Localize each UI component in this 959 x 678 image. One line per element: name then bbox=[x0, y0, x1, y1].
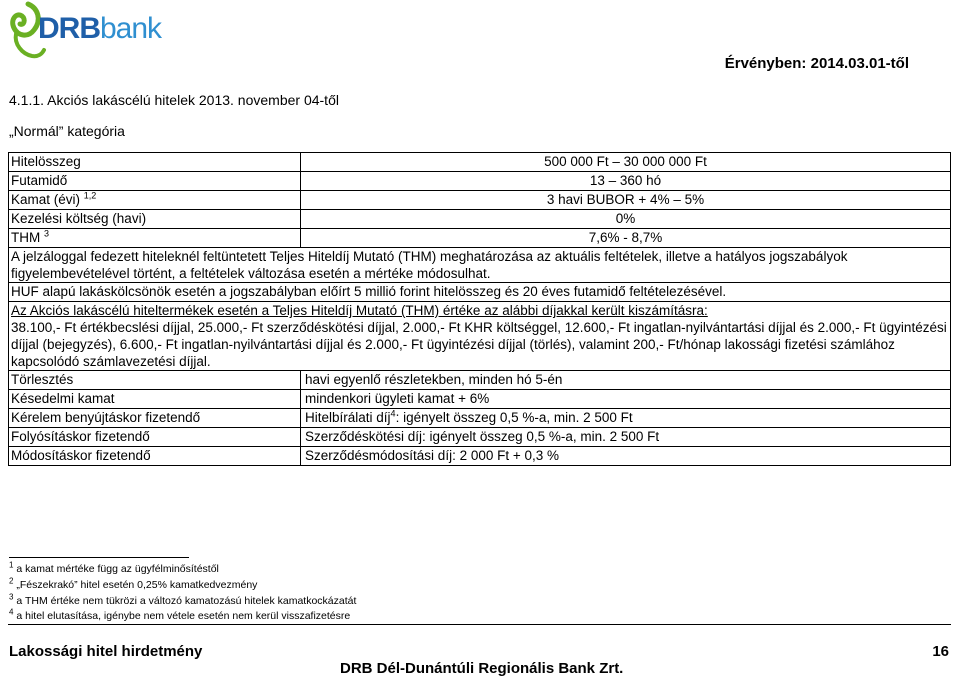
table-row bbox=[9, 428, 951, 447]
table-row bbox=[9, 191, 951, 210]
late-interest-label: Késedelmi kamat bbox=[9, 390, 301, 409]
footer-bank-name: DRB Dél-Dunántúli Regionális Bank Zrt. bbox=[340, 660, 624, 677]
logo-drb-text: DRB bbox=[38, 12, 100, 45]
thm-calc-title: Az Akciós lakáscélú hiteltermékek esetén a Teljes Hiteldíj Mutató (THM) értéke az alábbi díjakkal került kiszámításra: bbox=[11, 303, 708, 318]
thm-calc-text: 38.100,- Ft értékbecslési díjjal, 25.000,- Ft szerződéskötési díjjal, 2.000,- Ft KHR költséggel, 12.600,- Ft ingatlan-nyilvántartási díjjal és 2.000,- Ft ügyintézési díjjal (bejegyzés), 6.600,- Ft ingatlan-nyilvántartási díjjal és 2.000,- Ft ügyintézési díjjal (törlés), valamint 200,- Ft/hónap lakossági fizetési számlához kapcsolódó számlavezetési díjjal. bbox=[11, 320, 947, 369]
amount-value: 500 000 Ft – 30 000 000 Ft bbox=[301, 153, 951, 172]
section-title: 4.1.1. Akciós lakáscélú hitelek 2013. november 04-től bbox=[9, 92, 339, 108]
footnote-1 bbox=[9, 560, 219, 575]
application-fee-label: Kérelem benyújtáskor fizetendő bbox=[9, 409, 301, 428]
thm-note: A jelzáloggal fedezett hiteleknél feltüntetett Teljes Hiteldíj Mutató (THM) meghatározása az aktuális feltételek, illetve a hatályos jogszabályok figyelembevételével történt, a feltételek változása esetén a mértéke módosulhat. bbox=[9, 248, 951, 283]
table-row bbox=[9, 302, 951, 371]
logo-wordmark bbox=[38, 12, 161, 46]
modification-fee-label: Módosításkor fizetendő bbox=[9, 447, 301, 466]
table-row bbox=[9, 248, 951, 283]
repayment-label: Törlesztés bbox=[9, 371, 301, 390]
footnote-text: a hitel elutasítása, igénybe nem vétele esetén nem kerül visszafizetésre bbox=[16, 610, 351, 622]
table-row bbox=[9, 390, 951, 409]
interest-label-cell bbox=[9, 191, 301, 210]
footnote-number: 3 bbox=[9, 592, 14, 602]
valid-from-date: Érvényben: 2014.03.01-től bbox=[724, 55, 909, 72]
application-fee-footnote-ref: 4 bbox=[390, 408, 396, 419]
table-row bbox=[9, 283, 951, 302]
application-fee-name: Hitelbírálati díj bbox=[305, 410, 391, 425]
application-fee-value: : igényelt összeg 0,5 %-a, min. 2 500 Ft bbox=[395, 410, 633, 425]
drb-bank-logo bbox=[8, 0, 162, 66]
footnote-4 bbox=[9, 607, 351, 622]
handling-value: 0% bbox=[301, 210, 951, 229]
huf-note: HUF alapú lakáskölcsönök esetén a jogszabályban előírt 5 millió forint hitelösszeg és 20 éves futamidő feltételezésével. bbox=[9, 283, 951, 302]
thm-label: THM bbox=[11, 230, 41, 245]
interest-value: 3 havi BUBOR + 4% – 5% bbox=[301, 191, 951, 210]
table-row bbox=[9, 153, 951, 172]
table-row bbox=[9, 409, 951, 428]
category-title: „Normál” kategória bbox=[9, 123, 125, 139]
interest-footnote-ref: 1,2 bbox=[83, 190, 97, 201]
disbursement-fee-label: Folyósításkor fizetendő bbox=[9, 428, 301, 447]
page-number: 16 bbox=[932, 643, 949, 660]
disbursement-fee-value: Szerződéskötési díj: igényelt összeg 0,5 %-a, min. 2 500 Ft bbox=[301, 428, 951, 447]
table-row bbox=[9, 210, 951, 229]
footer-document-title: Lakossági hitel hirdetmény bbox=[9, 643, 203, 660]
term-label: Futamidő bbox=[9, 172, 301, 191]
repayment-value: havi egyenlő részletekben, minden hó 5-én bbox=[301, 371, 951, 390]
footnote-text: a kamat mértéke függ az ügyfélminősítéstől bbox=[16, 563, 219, 575]
interest-label: Kamat (évi) bbox=[11, 192, 81, 207]
thm-footnote-ref: 3 bbox=[44, 228, 50, 239]
footnote-2 bbox=[9, 576, 258, 591]
footnote-divider bbox=[9, 557, 189, 558]
handling-label: Kezelési költség (havi) bbox=[9, 210, 301, 229]
modification-fee-value: Szerződésmódosítási díj: 2 000 Ft + 0,3 % bbox=[301, 447, 951, 466]
thm-label-cell bbox=[9, 229, 301, 248]
footer-divider bbox=[8, 624, 951, 625]
footnote-text: „Fészekrakó” hitel esetén 0,25% kamatkedvezmény bbox=[16, 579, 258, 591]
thm-value: 7,6% - 8,7% bbox=[301, 229, 951, 248]
table-row bbox=[9, 229, 951, 248]
footnote-number: 4 bbox=[9, 607, 14, 617]
term-value: 13 – 360 hó bbox=[301, 172, 951, 191]
application-fee-cell bbox=[301, 409, 951, 428]
late-interest-value: mindenkori ügyleti kamat + 6% bbox=[301, 390, 951, 409]
footnote-text: a THM értéke nem tükrözi a változó kamatozású hitelek kamatkockázatát bbox=[16, 595, 357, 607]
table-row bbox=[9, 172, 951, 191]
footnote-number: 2 bbox=[9, 576, 14, 586]
amount-label: Hitelösszeg bbox=[9, 153, 301, 172]
footnote-number: 1 bbox=[9, 560, 14, 570]
logo-bank-text: bank bbox=[100, 12, 162, 45]
table-row bbox=[9, 371, 951, 390]
table-row bbox=[9, 447, 951, 466]
thm-calc-cell bbox=[9, 302, 951, 371]
conditions-table bbox=[8, 152, 951, 466]
footnote-3 bbox=[9, 592, 357, 607]
